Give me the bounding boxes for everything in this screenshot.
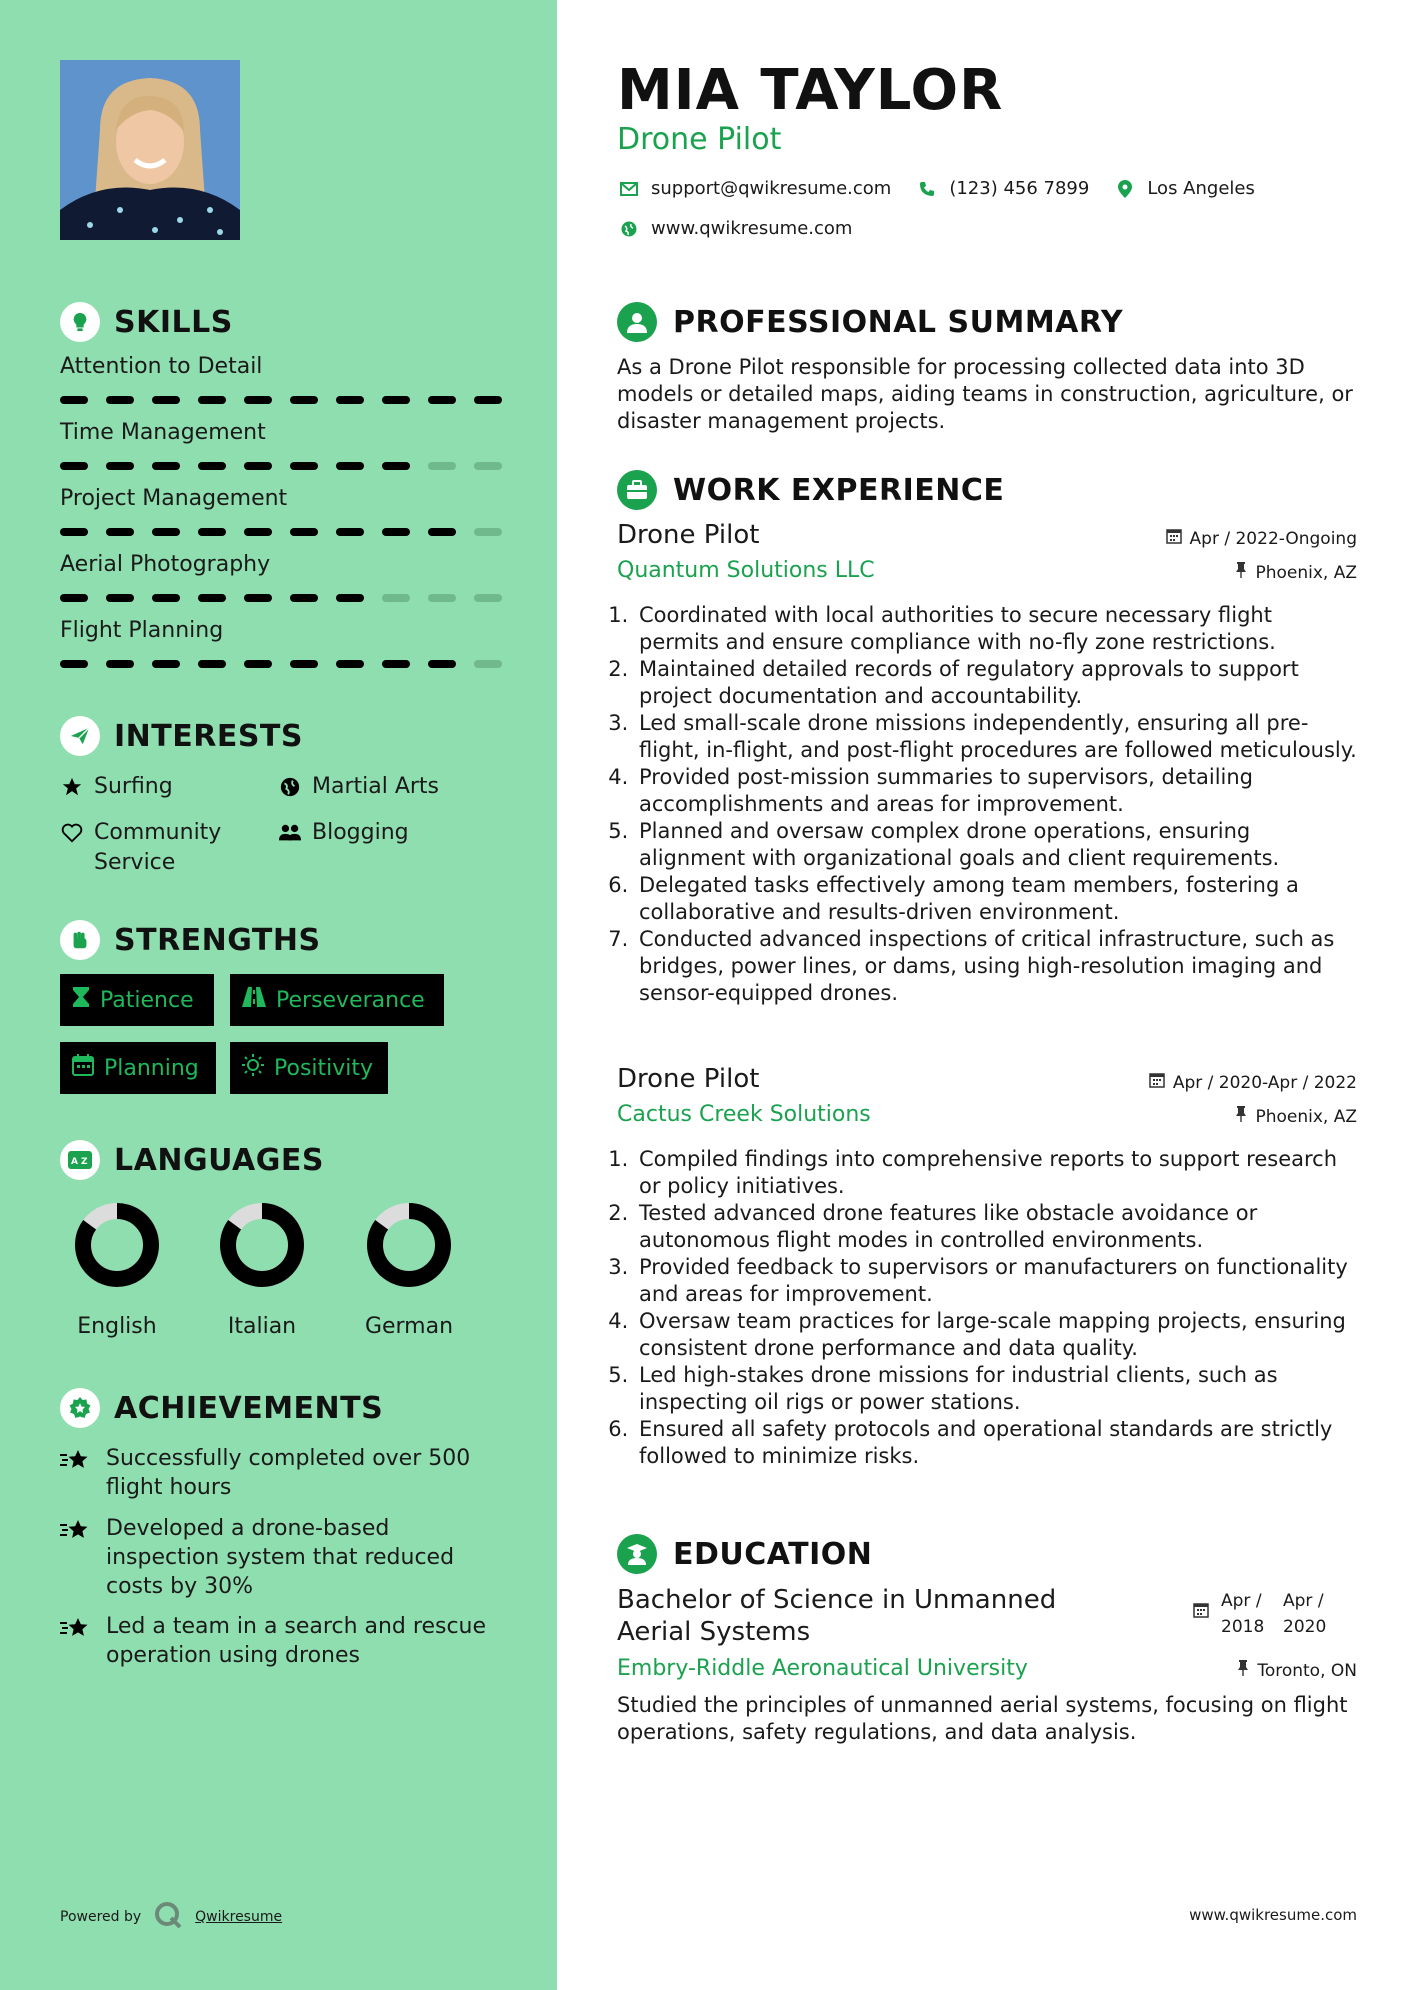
achievement-text: Successfully completed over 500 flight hours — [106, 1446, 471, 1500]
education-start: Apr / 2018 — [1221, 1591, 1265, 1637]
skill-level-dash — [60, 528, 88, 536]
skill-level-dash — [152, 396, 180, 404]
skill-level-dash — [198, 594, 226, 602]
heart-icon — [60, 818, 84, 848]
graduate-icon — [617, 1534, 657, 1574]
candidate-name: MIA TAYLOR — [617, 58, 1004, 123]
road-icon — [242, 987, 266, 1013]
skill-level-dash — [290, 594, 318, 602]
language-item — [344, 1200, 474, 1339]
footer-url: www.qwikresume.com — [1189, 1906, 1357, 1924]
languages-list — [60, 1200, 497, 1350]
skill-level-dash — [60, 660, 88, 668]
job-bullet: 1. Coordinated with local authorities to secure necessary flight permits and ensure compliance with no-fly zone restrictions. — [635, 602, 1357, 656]
strength-label: Planning — [104, 1055, 199, 1081]
stars-icon — [60, 1514, 94, 1601]
languages-header — [60, 1140, 497, 1180]
job-bullet: 7. Conducted advanced inspections of critical infrastructure, such as bridges, power lines, or dams, using high-resolution imaging and sensor-equipped drones. — [635, 926, 1357, 1007]
svg-text:Z: Z — [81, 1157, 88, 1167]
award-star-icon — [60, 1388, 100, 1428]
skill-level-dash — [336, 528, 364, 536]
skill-label: Project Management — [60, 486, 288, 511]
skill-level-dash — [198, 396, 226, 404]
users-icon — [278, 818, 302, 848]
experience-section — [617, 468, 1357, 1468]
job-bullet-list — [617, 602, 1357, 1007]
interest-label: Surfing — [94, 774, 173, 799]
map-pin-icon — [1113, 180, 1137, 198]
skill-level-dash — [152, 660, 180, 668]
skill-level-dash — [106, 660, 134, 668]
skill-level-dash — [382, 594, 410, 602]
job-dates-text: Apr / 2020-Apr / 2022 — [1172, 1072, 1357, 1093]
interest-label: Blogging — [312, 820, 409, 845]
strength-badge — [230, 1042, 388, 1094]
interest-surfing — [60, 772, 173, 802]
lightbulb-icon — [60, 302, 100, 342]
experience-header — [617, 468, 1357, 512]
education-location-text: Toronto, ON — [1257, 1660, 1357, 1681]
education-header — [617, 1532, 1357, 1576]
achievements-section — [60, 1388, 497, 1684]
candidate-role: Drone Pilot — [617, 122, 782, 157]
skill-level-dash — [60, 396, 88, 404]
email-link[interactable]: support@qwikresume.com — [651, 178, 892, 199]
job-dates-text: Apr / 2022-Ongoing — [1189, 528, 1357, 549]
calendar-icon — [1166, 528, 1182, 549]
skill-level-meter — [60, 528, 502, 536]
interests-title: INTERESTS — [114, 718, 303, 754]
job-bullet: 3. Led small-scale drone missions independently, ensuring all pre-flight, in-flight, and post-flight procedures are followed meticulously. — [635, 710, 1357, 764]
skill-label: Flight Planning — [60, 618, 224, 643]
globe-icon — [278, 772, 302, 802]
skill-level-dash — [382, 660, 410, 668]
job-bullet: 2. Maintained detailed records of regulatory approvals to support project documentation and accountability. — [635, 656, 1357, 710]
globe-icon — [617, 221, 641, 237]
pushpin-icon — [1235, 1106, 1247, 1127]
job-title: Drone Pilot — [617, 1064, 760, 1094]
skill-label: Aerial Photography — [60, 552, 271, 577]
skills-header — [60, 302, 497, 342]
skill-level-dash — [106, 396, 134, 404]
briefcase-icon — [617, 470, 657, 510]
skill-level-meter — [60, 660, 502, 668]
star-icon — [60, 772, 84, 802]
user-icon — [617, 302, 657, 342]
summary-text: As a Drone Pilot responsible for processing collected data into 3D models or detailed maps, aiding teams in construction, agriculture, or disaster management projects. — [617, 355, 1353, 433]
interest-community-service — [60, 818, 234, 878]
job-bullet: 2. Tested advanced drone features like obstacle avoidance or autonomous flight modes in controlled environments. — [635, 1200, 1357, 1254]
skill-item — [60, 352, 497, 412]
skill-level-dash — [382, 462, 410, 470]
skill-label: Attention to Detail — [60, 354, 263, 379]
skill-level-dash — [428, 528, 456, 536]
skill-level-dash — [198, 660, 226, 668]
skill-level-dash — [290, 396, 318, 404]
job-bullet: 5. Planned and oversaw complex drone operations, ensuring alignment with organizational goals and client requirements. — [635, 818, 1357, 872]
calendar-icon — [1193, 1588, 1209, 1623]
skill-level-dash — [474, 528, 502, 536]
skill-level-dash — [152, 594, 180, 602]
interests-list — [60, 772, 497, 882]
skill-level-dash — [336, 462, 364, 470]
language-label: German — [364, 1314, 454, 1339]
qwikresume-logo-icon — [153, 1900, 183, 1934]
job-title: Drone Pilot — [617, 520, 760, 550]
achievement-item — [60, 1514, 497, 1601]
achievements-list — [60, 1444, 497, 1684]
job-bullet: 3. Provided feedback to supervisors or manufacturers on functionality and areas for improvement. — [635, 1254, 1357, 1308]
phone-number: (123) 456 7899 — [949, 178, 1090, 199]
strength-label: Patience — [100, 987, 194, 1013]
interest-label: Martial Arts — [312, 774, 440, 799]
education-section — [617, 1532, 1357, 1762]
job-company: Cactus Creek Solutions — [617, 1102, 871, 1127]
skill-level-dash — [428, 396, 456, 404]
languages-title: LANGUAGES — [114, 1142, 324, 1178]
skill-level-dash — [152, 462, 180, 470]
achievements-header — [60, 1388, 497, 1428]
skill-item — [60, 418, 497, 478]
interests-section — [60, 716, 497, 882]
skill-level-dash — [244, 528, 272, 536]
envelope-icon — [617, 182, 641, 196]
strengths-header — [60, 920, 497, 960]
education-description: Studied the principles of unmanned aerial systems, focusing on flight operations, safety regulations, and data analysis. — [617, 1693, 1348, 1744]
job-location-text: Phoenix, AZ — [1255, 562, 1357, 583]
fist-icon — [60, 920, 100, 960]
education-dates — [1193, 1588, 1333, 1640]
contact-row — [617, 178, 1255, 199]
language-proficiency-ring — [72, 1200, 162, 1290]
job-bullet: 6. Delegated tasks effectively among team members, fostering a collaborative and results-driven environment. — [635, 872, 1357, 926]
skill-level-dash — [244, 660, 272, 668]
skill-item — [60, 484, 497, 544]
strength-label: Positivity — [274, 1055, 374, 1081]
job-dates — [1149, 1072, 1357, 1093]
job-bullet: 6. Ensured all safety protocols and operational standards are strictly followed to minimize risks. — [635, 1416, 1357, 1470]
stars-icon — [60, 1444, 94, 1502]
skill-level-dash — [60, 462, 88, 470]
skill-level-dash — [474, 660, 502, 668]
skill-level-dash — [152, 528, 180, 536]
skill-level-dash — [428, 594, 456, 602]
language-proficiency-ring — [364, 1200, 454, 1290]
skill-level-dash — [290, 462, 318, 470]
qwikresume-link[interactable]: Qwikresume — [195, 1909, 283, 1925]
skill-level-dash — [106, 528, 134, 536]
achievement-text: Led a team in a search and rescue operation using drones — [106, 1614, 487, 1668]
skill-level-dash — [244, 396, 272, 404]
summary-header — [617, 300, 1357, 344]
phone-icon — [915, 181, 939, 197]
stars-icon — [60, 1612, 94, 1670]
skill-level-meter — [60, 594, 502, 602]
skill-item — [60, 550, 497, 610]
education-location — [1237, 1660, 1357, 1681]
strengths-section — [60, 920, 497, 1104]
job-bullet: 1. Compiled findings into comprehensive reports to support research or policy initiatives. — [635, 1146, 1357, 1200]
strengths-title: STRENGTHS — [114, 922, 321, 958]
skill-level-dash — [336, 594, 364, 602]
skill-item — [60, 616, 497, 676]
paper-plane-icon — [60, 716, 100, 756]
skill-level-dash — [382, 528, 410, 536]
school-name: Embry-Riddle Aeronautical University — [617, 1656, 1028, 1681]
hourglass-icon — [72, 986, 90, 1014]
skill-level-dash — [106, 594, 134, 602]
language-label: English — [77, 1314, 157, 1339]
language-label: Italian — [227, 1314, 297, 1339]
experience-title: WORK EXPERIENCE — [673, 472, 1005, 508]
language-item — [52, 1200, 182, 1339]
svg-text:A: A — [71, 1157, 78, 1167]
language-item — [197, 1200, 327, 1339]
website-row — [617, 218, 852, 239]
powered-by-label: Powered by — [60, 1909, 142, 1925]
skill-level-dash — [336, 396, 364, 404]
skills-section — [60, 302, 497, 682]
skill-level-dash — [60, 594, 88, 602]
skill-level-meter — [60, 462, 502, 470]
calendar-icon — [1149, 1072, 1165, 1093]
interest-blogging — [278, 818, 409, 848]
language-proficiency-ring — [217, 1200, 307, 1290]
job-dates — [1166, 528, 1357, 549]
job-bullet: 4. Oversaw team practices for large-scale mapping projects, ensuring consistent drone performance and data quality. — [635, 1308, 1357, 1362]
job-location — [1235, 562, 1357, 583]
profile-photo — [60, 60, 240, 240]
summary-title: PROFESSIONAL SUMMARY — [673, 304, 1124, 340]
sidebar — [0, 0, 557, 1990]
website-link[interactable]: www.qwikresume.com — [651, 218, 853, 239]
job-bullet-list — [617, 1146, 1357, 1470]
skill-level-dash — [244, 594, 272, 602]
achievements-title: ACHIEVEMENTS — [114, 1390, 384, 1426]
interest-label: Community Service — [94, 820, 222, 875]
skill-level-dash — [474, 396, 502, 404]
skill-level-dash — [290, 660, 318, 668]
skill-level-dash — [336, 660, 364, 668]
skill-level-dash — [474, 594, 502, 602]
skill-level-dash — [198, 528, 226, 536]
skills-list — [60, 352, 497, 682]
skills-title: SKILLS — [114, 304, 233, 340]
location-text: Los Angeles — [1147, 178, 1255, 199]
skill-level-dash — [428, 660, 456, 668]
strength-label: Perseverance — [276, 987, 425, 1013]
skill-level-dash — [474, 462, 502, 470]
interests-header — [60, 716, 497, 756]
sun-icon — [242, 1054, 264, 1082]
pushpin-icon — [1237, 1660, 1249, 1681]
job-location — [1235, 1106, 1357, 1127]
skill-level-dash — [382, 396, 410, 404]
strength-badge — [60, 1042, 216, 1094]
job-entry — [617, 1064, 1357, 1484]
achievement-item — [60, 1444, 497, 1502]
skill-level-meter — [60, 396, 502, 404]
pushpin-icon — [1235, 562, 1247, 583]
languages-section — [60, 1140, 497, 1350]
job-entry — [617, 520, 1357, 1020]
language-icon — [60, 1140, 100, 1180]
powered-by — [60, 1900, 282, 1934]
strength-badge — [230, 974, 444, 1026]
achievement-text: Developed a drone-based inspection system that reduced costs by 30% — [106, 1516, 455, 1599]
strength-badge — [60, 974, 214, 1026]
strengths-list — [60, 974, 497, 1104]
skill-level-dash — [106, 462, 134, 470]
education-end: Apr / 2020 — [1283, 1591, 1327, 1637]
education-title: EDUCATION — [673, 1536, 873, 1572]
job-company: Quantum Solutions LLC — [617, 558, 875, 583]
job-bullet: 5. Led high-stakes drone missions for industrial clients, such as inspecting oil rigs or power stations. — [635, 1362, 1357, 1416]
interest-martial-arts — [278, 772, 439, 802]
calendar-icon — [72, 1054, 94, 1082]
degree-title: Bachelor of Science in Unmanned Aerial Systems — [617, 1585, 1057, 1647]
achievement-item — [60, 1612, 497, 1670]
job-bullet: 4. Provided post-mission summaries to supervisors, detailing accomplishments and areas for improvement. — [635, 764, 1357, 818]
job-location-text: Phoenix, AZ — [1255, 1106, 1357, 1127]
main-content — [557, 0, 1407, 1990]
skill-label: Time Management — [60, 420, 266, 445]
skill-level-dash — [428, 462, 456, 470]
skill-level-dash — [290, 528, 318, 536]
summary-section — [617, 300, 1357, 435]
skill-level-dash — [244, 462, 272, 470]
skill-level-dash — [198, 462, 226, 470]
